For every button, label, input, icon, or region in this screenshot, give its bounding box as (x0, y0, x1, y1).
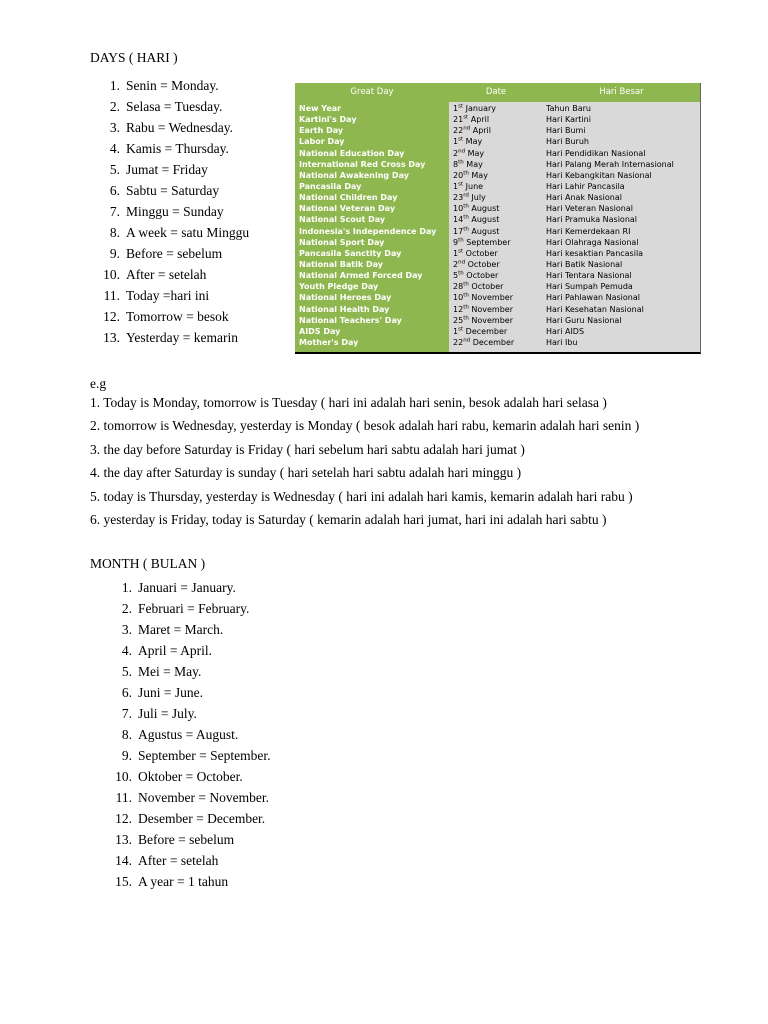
great-day-cell: Pancasila Day (299, 181, 362, 191)
list-number: 8. (121, 727, 132, 742)
hari-besar-cell: Hari Ibu (546, 337, 578, 347)
great-day-cell: National Armed Forced Day (299, 271, 423, 281)
date-suffix: th (458, 159, 464, 166)
great-day-cell: International Red Cross Day (299, 159, 426, 169)
date-suffix: st (458, 326, 464, 333)
great-day-cell: New Year (299, 104, 342, 113)
date-month: October (466, 271, 499, 281)
date-month: May (467, 148, 485, 158)
days-list (96, 75, 249, 348)
date-month: May (471, 170, 488, 180)
date-cell (449, 237, 543, 248)
date-cell (449, 181, 543, 192)
hari-besar-cell: Hari Pendidikan Nasional (546, 148, 646, 158)
date-number: 10 (453, 204, 464, 214)
examples-label: e.g (90, 376, 107, 391)
date-number: 22 (453, 126, 464, 136)
great-day-cell: Kartini's Day (299, 115, 357, 125)
list-number: 6. (121, 685, 132, 700)
month-item (108, 619, 270, 640)
date-number: 10 (453, 293, 464, 303)
list-text: Juli = July. (138, 706, 197, 721)
list-text: Sabtu = Saturday (126, 183, 220, 198)
month-item (108, 598, 270, 619)
list-number: 4. (109, 141, 120, 156)
hari-besar-cell: Hari Kesehatan Nasional (546, 304, 644, 314)
date-cell (449, 337, 543, 348)
list-text: Oktober = October. (138, 769, 243, 784)
list-number: 7. (109, 204, 120, 219)
hari-besar-cell: Hari Pramuka Nasional (546, 215, 638, 225)
date-month: August (471, 204, 500, 214)
great-day-cell: National Education Day (299, 148, 405, 158)
day-item (96, 222, 249, 243)
list-number: 1. (121, 580, 132, 595)
date-suffix: th (458, 270, 464, 277)
month-item (108, 724, 270, 745)
date-number: 2 (453, 259, 459, 269)
list-number: 5. (121, 664, 132, 679)
date-cell (449, 315, 543, 326)
month-item (108, 661, 270, 682)
great-day-cell: National Sport Day (299, 237, 385, 247)
list-text: Senin = Monday. (126, 78, 219, 93)
list-number: 12. (115, 811, 132, 826)
date-suffix: th (458, 237, 464, 244)
date-number: 17 (453, 226, 464, 236)
table-body (295, 102, 700, 352)
great-day-cell: National Batik Day (299, 259, 383, 269)
list-text: Rabu = Wednesday. (126, 120, 234, 135)
date-number: 9 (453, 237, 459, 247)
date-column (449, 102, 543, 352)
list-text: Today =hari ini (126, 288, 210, 303)
date-cell (449, 103, 543, 114)
month-item (108, 787, 270, 808)
list-number: 4. (121, 643, 132, 658)
date-number: 8 (453, 159, 459, 169)
date-cell (449, 248, 543, 259)
date-month: September (466, 237, 511, 247)
list-text: Selasa = Tuesday. (126, 99, 223, 114)
list-number: 6. (109, 183, 120, 198)
date-cell (449, 214, 543, 225)
example-item: 3. the day before Saturday is Friday ( hari sebelum hari sabtu adalah hari jumat ) (90, 441, 525, 457)
date-suffix: st (458, 248, 464, 255)
day-item (96, 180, 249, 201)
list-text: Desember = December. (138, 811, 266, 826)
hari-besar-cell: Hari Olahraga Nasional (546, 237, 639, 247)
list-text: Januari = January. (138, 580, 236, 595)
list-text: Tomorrow = besok (126, 309, 229, 324)
day-item (96, 306, 249, 327)
example-item: 4. the day after Saturday is sunday ( hari setelah hari sabtu adalah hari minggu ) (90, 465, 522, 481)
list-number: 13. (115, 832, 132, 847)
great-day-cell: National Health Day (299, 304, 390, 314)
date-month: December (465, 326, 508, 336)
list-text: Agustus = August. (138, 727, 239, 742)
list-number: 2. (121, 601, 132, 616)
great-day-column (295, 102, 449, 352)
date-suffix: nd (463, 337, 471, 344)
list-number: 7. (121, 706, 132, 721)
date-month: August (471, 226, 500, 236)
date-month: June (465, 181, 484, 191)
list-number: 8. (109, 225, 120, 240)
great-day-cell: Labor Day (299, 137, 345, 147)
hari-besar-cell: Hari Veteran Nasional (546, 204, 633, 214)
hari-besar-cell: Hari Kemerdekaan RI (546, 226, 631, 236)
date-suffix: st (458, 136, 464, 143)
list-number: 10. (103, 267, 120, 282)
date-suffix: nd (463, 125, 471, 132)
list-text: Mei = May. (138, 664, 202, 679)
great-day-cell: National Teachers' Day (299, 315, 402, 325)
day-item (96, 75, 249, 96)
hari-besar-cell: Tahun Baru (546, 104, 591, 113)
date-month: August (471, 215, 500, 225)
day-item (96, 327, 249, 348)
great-day-cell: National Heroes Day (299, 293, 392, 303)
list-text: November = November. (138, 790, 269, 805)
list-text: Februari = February. (138, 601, 250, 616)
date-number: 28 (453, 282, 464, 292)
great-day-cell: Earth Day (299, 126, 344, 136)
list-text: Maret = March. (138, 622, 224, 637)
list-number: 10. (115, 769, 132, 784)
hari-besar-cell: Hari Anak Nasional (546, 193, 622, 203)
great-day-cell: AIDS Day (299, 326, 341, 336)
list-number: 11. (103, 288, 120, 303)
months-heading: MONTH ( BULAN ) (90, 556, 206, 571)
header-great-day: Great Day (350, 87, 394, 97)
date-month: November (471, 293, 514, 303)
date-suffix: th (463, 292, 469, 299)
date-cell (449, 114, 543, 125)
date-month: May (466, 159, 483, 169)
month-item (108, 745, 270, 766)
month-item (108, 850, 270, 871)
date-cell (449, 304, 543, 315)
date-cell (449, 203, 543, 214)
month-item (108, 808, 270, 829)
great-day-table (295, 83, 701, 354)
list-number: 9. (121, 748, 132, 763)
date-number: 23 (453, 193, 464, 203)
month-item (108, 640, 270, 661)
list-text: Before = sebelum (138, 832, 235, 847)
date-cell (449, 159, 543, 170)
date-cell (449, 292, 543, 303)
hari-besar-cell: Hari Lahir Pancasila (546, 181, 625, 191)
great-day-cell: National Children Day (299, 193, 398, 203)
list-number: 11. (115, 790, 132, 805)
hari-besar-cell: Hari Guru Nasional (546, 315, 622, 325)
date-cell (449, 270, 543, 281)
day-item (96, 159, 249, 180)
month-item (108, 871, 270, 892)
hari-besar-cell: Hari AIDS (546, 326, 585, 336)
hari-besar-cell: Hari Sumpah Pemuda (546, 282, 633, 292)
date-cell (449, 148, 543, 159)
hari-besar-cell: Hari Buruh (546, 137, 589, 147)
day-item (96, 243, 249, 264)
date-cell (449, 192, 543, 203)
date-month: October (465, 248, 498, 258)
days-heading: DAYS ( HARI ) (90, 50, 178, 65)
date-month: December (472, 337, 515, 347)
date-suffix: th (463, 170, 469, 177)
date-cell (449, 125, 543, 136)
months-list (108, 577, 270, 892)
header-hari-besar: Hari Besar (599, 87, 644, 97)
date-suffix: th (463, 315, 469, 322)
example-item: 6. yesterday is Friday, today is Saturday ( kemarin adalah hari jumat, hari ini adalah hari sabtu ) (90, 511, 607, 527)
hari-besar-cell: Hari Kebangkitan Nasional (546, 170, 652, 180)
date-month: July (471, 193, 486, 203)
list-text: A year = 1 tahun (138, 874, 229, 889)
header-date: Date (485, 87, 507, 97)
month-item (108, 577, 270, 598)
date-suffix: th (463, 303, 469, 310)
list-text: Jumat = Friday (126, 162, 208, 177)
list-number: 13. (103, 330, 120, 345)
list-number: 9. (109, 246, 120, 261)
day-item (96, 201, 249, 222)
date-month: November (471, 315, 514, 325)
list-number: 5. (109, 162, 120, 177)
date-suffix: st (463, 114, 469, 121)
list-number: 3. (109, 120, 120, 135)
list-number: 3. (121, 622, 132, 637)
date-month: November (471, 304, 514, 314)
date-suffix: th (463, 281, 469, 288)
list-number: 12. (103, 309, 120, 324)
list-text: Yesterday = kemarin (126, 330, 238, 345)
date-cell (449, 170, 543, 181)
date-cell (449, 259, 543, 270)
list-text: September = September. (138, 748, 271, 763)
list-text: Kamis = Thursday. (126, 141, 229, 156)
date-number: 25 (453, 315, 464, 325)
date-number: 12 (453, 304, 464, 314)
day-item (96, 117, 249, 138)
date-suffix: th (463, 214, 469, 221)
hari-besar-cell: Hari Batik Nasional (546, 259, 623, 269)
date-number: 21 (453, 115, 464, 125)
date-number: 1 (453, 248, 459, 258)
great-day-cell: Youth Pledge Day (299, 282, 379, 292)
date-suffix: th (463, 225, 469, 232)
list-text: Before = sebelum (126, 246, 223, 261)
day-item (96, 96, 249, 117)
great-day-cell: Mother's Day (299, 337, 359, 347)
month-item (108, 682, 270, 703)
table-header-row (295, 83, 700, 102)
date-number: 22 (453, 337, 464, 347)
month-item (108, 703, 270, 724)
great-day-cell: Pancasila Sanctity Day (299, 248, 402, 258)
hari-besar-cell: Hari Palang Merah Internasional (546, 159, 674, 169)
date-number: 20 (453, 170, 464, 180)
date-cell (449, 136, 543, 147)
date-cell (449, 226, 543, 237)
list-number: 2. (109, 99, 120, 114)
date-suffix: st (458, 181, 464, 188)
date-number: 1 (453, 181, 459, 191)
great-day-cell: National Veteran Day (299, 204, 396, 214)
date-suffix: nd (458, 259, 466, 266)
list-text: April = April. (138, 643, 212, 658)
example-item: 1. Today is Monday, tomorrow is Tuesday ( hari ini adalah hari senin, besok adalah hari selasa ) (90, 395, 607, 410)
list-text: A week = satu Minggu (126, 225, 250, 240)
list-number: 1. (109, 78, 120, 93)
date-number: 1 (453, 137, 459, 147)
date-month: April (472, 126, 492, 136)
hari-besar-cell: Hari kesaktian Pancasila (546, 248, 644, 258)
date-number: 2 (453, 148, 459, 158)
examples-list (90, 391, 639, 531)
example-item: 5. today is Thursday, yesterday is Wednesday ( hari ini adalah hari kamis, kemarin adalah hari rabu ) (90, 488, 633, 504)
list-number: 14. (115, 853, 132, 868)
great-day-cell: Indonesia's Independence Day (299, 226, 437, 236)
date-number: 5 (453, 271, 459, 281)
list-number: 15. (115, 874, 132, 889)
date-suffix: rd (463, 192, 469, 199)
date-month: April (470, 115, 490, 125)
month-item (108, 766, 270, 787)
date-suffix: th (463, 203, 469, 210)
list-text: Juni = June. (138, 685, 203, 700)
date-suffix: st (458, 103, 464, 110)
date-cell (449, 281, 543, 292)
date-number: 14 (453, 215, 464, 225)
date-month: May (465, 137, 483, 147)
date-cell (449, 326, 543, 337)
hari-besar-cell: Hari Bumi (546, 126, 586, 136)
hari-besar-column (543, 102, 700, 352)
hari-besar-cell: Hari Pahlawan Nasional (546, 293, 640, 303)
list-text: Minggu = Sunday (126, 204, 224, 219)
great-day-cell: National Scout Day (299, 215, 386, 225)
date-suffix: nd (458, 147, 466, 154)
month-item (108, 829, 270, 850)
date-month: January (465, 104, 496, 113)
day-item (96, 138, 249, 159)
hari-besar-cell: Hari Tentara Nasional (546, 271, 632, 281)
date-number: 1 (453, 104, 459, 113)
date-month: October (471, 282, 504, 292)
example-item: 2. tomorrow is Wednesday, yesterday is Monday ( besok adalah hari rabu, kemarin adalah hari senin ) (90, 418, 640, 434)
day-item (96, 264, 249, 285)
hari-besar-cell: Hari Kartini (546, 115, 591, 125)
list-text: After = setelah (126, 267, 207, 282)
great-day-cell: National Awakening Day (299, 170, 409, 180)
list-text: After = setelah (138, 853, 219, 868)
date-month: October (467, 259, 500, 269)
date-number: 1 (453, 326, 459, 336)
day-item (96, 285, 249, 306)
